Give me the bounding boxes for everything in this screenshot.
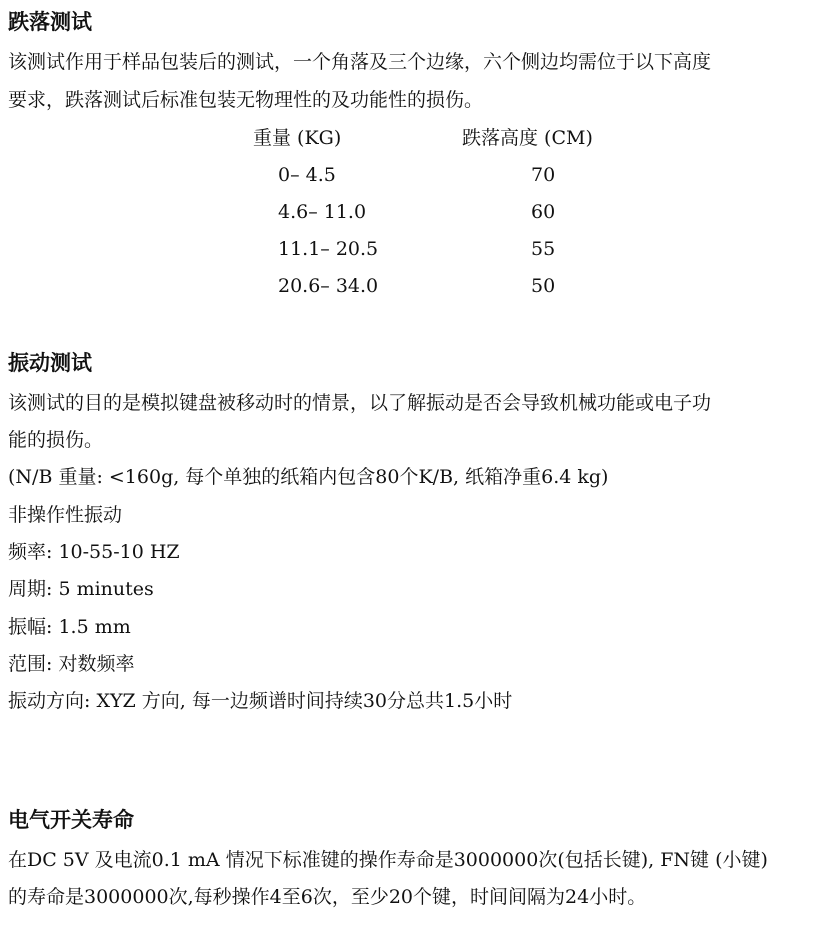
vibration-mode: 非操作性振动 <box>8 504 123 526</box>
drop-test-heading: 跌落测试 <box>8 10 92 34</box>
table-cell-weight: 20.6– 34.0 <box>278 275 379 297</box>
vibration-test-paragraph-line-2: 能的损伤。 <box>8 429 104 451</box>
vibration-range: 范围: 对数频率 <box>8 653 135 675</box>
switch-life-heading: 电气开关寿命 <box>8 808 134 832</box>
drop-test-paragraph-line-1: 该测试作用于样品包装后的测试，一个角落及三个边缘，六个侧边均需位于以下高度 <box>8 51 712 73</box>
table-header-drop-height: 跌落高度 (CM) <box>462 127 593 149</box>
table-cell-weight: 4.6– 11.0 <box>278 201 367 223</box>
vibration-packing-info: (N/B 重量: <160g, 每个单独的纸箱内包含80个K/B, 纸箱净重6.4 kg) <box>8 466 609 488</box>
table-cell-weight: 11.1– 20.5 <box>278 238 379 260</box>
switch-life-paragraph-line-2: 的寿命是3000000次,每秒操作4至6次，至少20个键，时间间隔为24小时。 <box>8 886 647 908</box>
table-cell-weight: 0– 4.5 <box>278 164 336 186</box>
table-cell-height: 60 <box>531 201 556 223</box>
table-cell-height: 70 <box>531 164 556 186</box>
switch-life-paragraph-line-1: 在DC 5V 及电流0.1 mA 情况下标准键的操作寿命是3000000次(包括长键), FN键 (小键) <box>8 849 768 871</box>
drop-test-paragraph-line-2: 要求，跌落测试后标准包装无物理性的及功能性的损伤。 <box>8 89 484 111</box>
vibration-test-paragraph-line-1: 该测试的目的是模拟键盘被移动时的情景，以了解振动是否会导致机械功能或电子功 <box>8 392 712 414</box>
vibration-test-heading: 振动测试 <box>8 351 92 375</box>
table-header-weight: 重量 (KG) <box>253 127 342 149</box>
vibration-amplitude: 振幅: 1.5 mm <box>8 616 131 638</box>
table-cell-height: 50 <box>531 275 556 297</box>
vibration-frequency: 频率: 10-55-10 HZ <box>8 541 180 563</box>
vibration-direction: 振动方向: XYZ 方向, 每一边频谱时间持续30分总共1.5小时 <box>8 690 513 712</box>
vibration-period: 周期: 5 minutes <box>8 578 154 600</box>
table-cell-height: 55 <box>531 238 556 260</box>
